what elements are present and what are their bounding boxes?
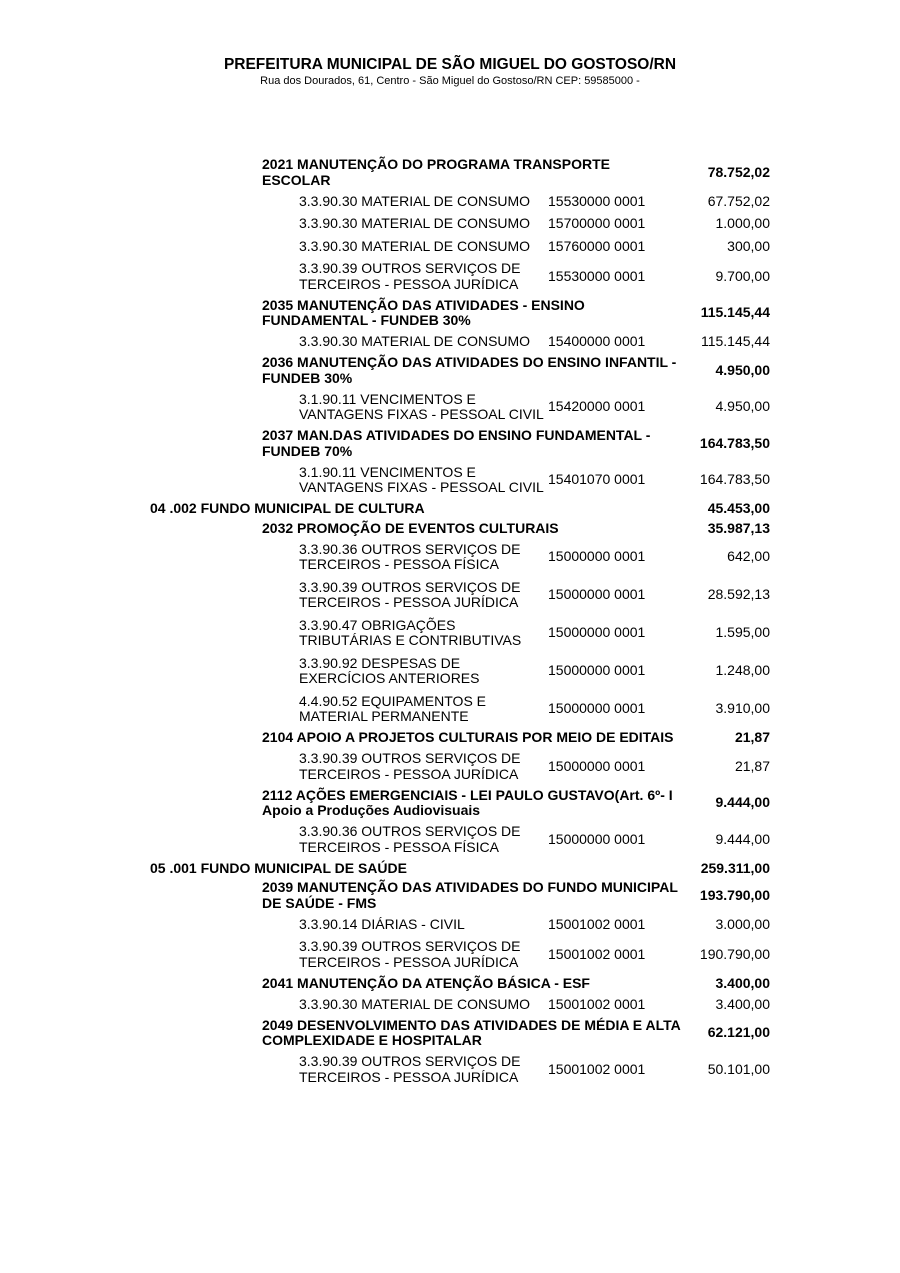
row-value: 4.950,00 xyxy=(715,361,770,378)
document-address: Rua dos Dourados, 61, Centro - São Miguel do Gostoso/RN CEP: 59585000 - xyxy=(260,75,640,87)
row-value: 78.752,02 xyxy=(707,163,770,180)
row-description: 3.3.90.39 OUTROS SERVIÇOS DE TERCEIROS - PESSOA JURÍDICA xyxy=(299,750,521,782)
expense-row xyxy=(0,993,900,1016)
action-row xyxy=(0,728,900,748)
row-source-code: 15000000 0001 xyxy=(548,624,646,641)
row-source-code: 15760000 0001 xyxy=(548,237,646,254)
budget-table xyxy=(0,155,900,1089)
row-description: 3.3.90.39 OUTROS SERVIÇOS DE TERCEIROS - PESSOA JURÍDICA xyxy=(299,578,521,610)
row-description: 05 .001 FUNDO MUNICIPAL DE SAÚDE xyxy=(150,859,407,876)
expense-row xyxy=(0,748,900,786)
row-value: 45.453,00 xyxy=(707,500,770,516)
expense-row xyxy=(0,258,900,296)
row-source-code: 15400000 0001 xyxy=(548,333,646,349)
row-value: 3.910,00 xyxy=(715,700,770,717)
row-description: 3.3.90.36 OUTROS SERVIÇOS DE TERCEIROS - PESSOA FÍSICA xyxy=(299,540,521,572)
row-value: 3.400,00 xyxy=(715,995,770,1012)
row-description: 3.3.90.39 OUTROS SERVIÇOS DE TERCEIROS - PESSOA JURÍDICA xyxy=(299,938,521,970)
row-value: 9.444,00 xyxy=(715,794,770,811)
row-value: 9.444,00 xyxy=(715,830,770,847)
row-description: 3.3.90.30 MATERIAL DE CONSUMO xyxy=(299,192,531,209)
expense-row xyxy=(0,1051,900,1089)
row-source-code: 15000000 0001 xyxy=(548,830,646,847)
expense-row xyxy=(0,331,900,354)
expense-row xyxy=(0,538,900,576)
row-value: 164.783,50 xyxy=(699,434,770,451)
row-value: 193.790,00 xyxy=(699,886,770,903)
expense-row xyxy=(0,936,900,974)
action-row xyxy=(0,519,900,539)
row-value: 300,00 xyxy=(727,237,770,254)
row-value: 21,87 xyxy=(734,757,770,774)
row-value: 164.783,50 xyxy=(699,471,770,488)
expense-row xyxy=(0,652,900,690)
action-row xyxy=(0,353,900,388)
row-source-code: 15530000 0001 xyxy=(548,192,646,209)
row-source-code: 15001002 0001 xyxy=(548,1060,646,1077)
row-value: 115.145,44 xyxy=(700,333,770,349)
row-description: 2049 DESENVOLVIMENTO DAS ATIVIDADES DE MÉDIA E ALTA COMPLEXIDADE E HOSPITALAR xyxy=(262,1016,681,1048)
row-value: 3.000,00 xyxy=(715,915,770,932)
row-source-code: 15000000 0001 xyxy=(548,662,646,679)
row-source-code: 15000000 0001 xyxy=(548,586,646,603)
row-source-code: 15401070 0001 xyxy=(548,471,646,488)
action-row xyxy=(0,296,900,331)
expense-row xyxy=(0,690,900,728)
row-value: 1.595,00 xyxy=(715,624,770,641)
row-description: 3.1.90.11 VENCIMENTOS E VANTAGENS FIXAS - PESSOAL CIVIL xyxy=(299,390,544,422)
row-source-code: 15530000 0001 xyxy=(548,267,646,284)
row-value: 642,00 xyxy=(727,548,770,565)
row-source-code: 15000000 0001 xyxy=(548,757,646,774)
row-source-code: 15000000 0001 xyxy=(548,700,646,717)
row-value: 259.311,00 xyxy=(700,859,770,876)
document-title: PREFEITURA MUNICIPAL DE SÃO MIGUEL DO GOSTOSO/RN xyxy=(223,56,677,73)
fund-row xyxy=(0,499,900,519)
row-value: 1.000,00 xyxy=(715,215,770,231)
row-description: 4.4.90.52 EQUIPAMENTOS E MATERIAL PERMANENTE xyxy=(299,692,487,724)
row-value: 3.400,00 xyxy=(715,974,770,991)
action-row xyxy=(0,155,900,190)
expense-row xyxy=(0,235,900,258)
row-source-code: 15001002 0001 xyxy=(548,995,646,1012)
row-value: 67.752,02 xyxy=(707,192,770,209)
row-description: 2104 APOIO A PROJETOS CULTURAIS POR MEIO DE EDITAIS xyxy=(262,729,674,745)
row-source-code: 15700000 0001 xyxy=(548,215,646,231)
action-row xyxy=(0,1016,900,1051)
row-value: 1.248,00 xyxy=(715,662,770,679)
row-source-code: 15000000 0001 xyxy=(548,548,646,565)
expense-row xyxy=(0,821,900,859)
row-value: 62.121,00 xyxy=(707,1024,770,1041)
fund-row xyxy=(0,859,900,879)
expense-row xyxy=(0,213,900,236)
row-description: 3.3.90.30 MATERIAL DE CONSUMO xyxy=(299,333,531,349)
expense-row xyxy=(0,190,900,213)
row-source-code: 15001002 0001 xyxy=(548,915,646,932)
expense-row xyxy=(0,461,900,499)
row-description: 3.3.90.39 OUTROS SERVIÇOS DE TERCEIROS - PESSOA JURÍDICA xyxy=(299,260,521,292)
row-source-code: 15001002 0001 xyxy=(548,945,646,962)
row-description: 04 .002 FUNDO MUNICIPAL DE CULTURA xyxy=(150,500,425,516)
row-description: 2036 MANUTENÇÃO DAS ATIVIDADES DO ENSINO INFANTIL - FUNDEB 30% xyxy=(262,354,677,386)
expense-row xyxy=(0,614,900,652)
expense-row xyxy=(0,388,900,426)
row-description: 3.3.90.47 OBRIGAÇÕES TRIBUTÁRIAS E CONTRIBUTIVAS xyxy=(299,616,522,648)
row-value: 9.700,00 xyxy=(715,267,770,284)
row-source-code: 15420000 0001 xyxy=(548,398,646,415)
row-description: 3.3.90.36 OUTROS SERVIÇOS DE TERCEIROS - PESSOA FÍSICA xyxy=(299,823,521,855)
action-row xyxy=(0,974,900,994)
row-value: 4.950,00 xyxy=(715,398,770,415)
row-description: 3.3.90.14 DIÁRIAS - CIVIL xyxy=(299,915,465,932)
action-row xyxy=(0,878,900,913)
row-description: 3.3.90.92 DESPESAS DE EXERCÍCIOS ANTERIORES xyxy=(299,654,480,686)
row-description: 3.3.90.30 MATERIAL DE CONSUMO xyxy=(299,215,531,231)
action-row xyxy=(0,426,900,461)
row-description: 2112 AÇÕES EMERGENCIAIS - LEI PAULO GUSTAVO(Art. 6º- I Apoio a Produções Audiovisuais xyxy=(262,786,673,818)
row-value: 115.145,44 xyxy=(700,304,770,321)
row-description: 3.3.90.30 MATERIAL DE CONSUMO xyxy=(299,995,531,1012)
row-description: 3.1.90.11 VENCIMENTOS E VANTAGENS FIXAS - PESSOAL CIVIL xyxy=(299,463,544,495)
row-description: 3.3.90.30 MATERIAL DE CONSUMO xyxy=(299,237,531,254)
row-description: 2021 MANUTENÇÃO DO PROGRAMA TRANSPORTE ESCOLAR xyxy=(262,156,610,188)
action-row xyxy=(0,786,900,821)
expense-row xyxy=(0,913,900,936)
row-value: 21,87 xyxy=(734,729,770,745)
row-description: 2039 MANUTENÇÃO DAS ATIVIDADES DO FUNDO MUNICIPAL DE SAÚDE - FMS xyxy=(262,879,678,911)
row-description: 2041 MANUTENÇÃO DA ATENÇÃO BÁSICA - ESF xyxy=(262,974,590,991)
row-value: 28.592,13 xyxy=(707,586,770,603)
row-description: 2037 MAN.DAS ATIVIDADES DO ENSINO FUNDAMENTAL - FUNDEB 70% xyxy=(262,427,651,459)
row-value: 35.987,13 xyxy=(707,519,770,536)
row-description: 2032 PROMOÇÃO DE EVENTOS CULTURAIS xyxy=(262,519,559,536)
row-value: 50.101,00 xyxy=(707,1060,770,1077)
expense-row xyxy=(0,576,900,614)
row-description: 2035 MANUTENÇÃO DAS ATIVIDADES - ENSINO FUNDAMENTAL - FUNDEB 30% xyxy=(262,296,585,328)
row-value: 190.790,00 xyxy=(699,945,770,962)
row-description: 3.3.90.39 OUTROS SERVIÇOS DE TERCEIROS - PESSOA JURÍDICA xyxy=(299,1053,521,1085)
